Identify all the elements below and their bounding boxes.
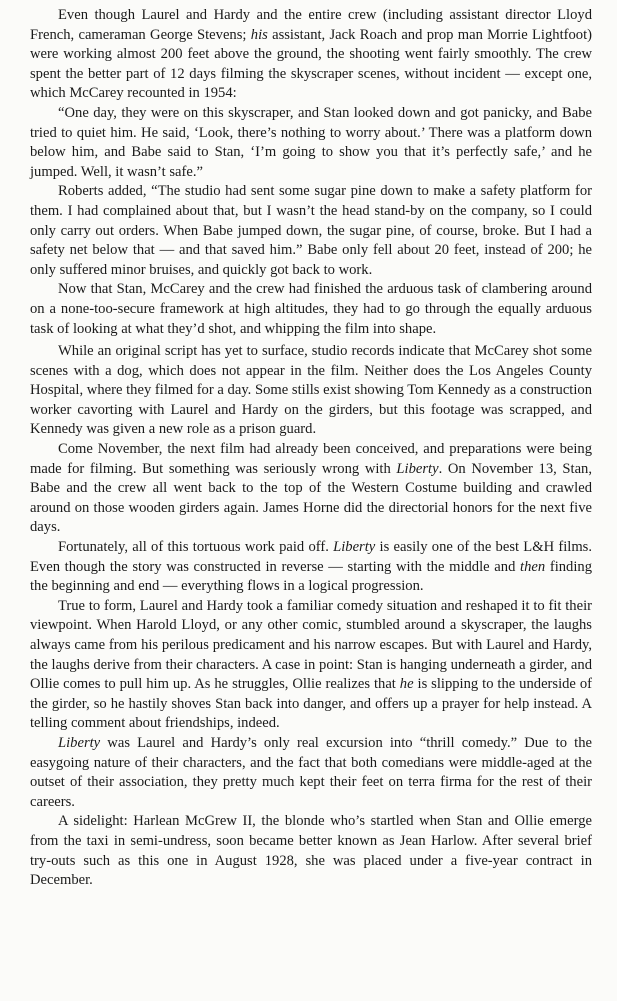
italic-text: Liberty [396,460,439,477]
text-span: Come November, the next film had already been conceived, and preparations were being made for filming. But something was seriously wrong with [30,441,592,477]
text-span: was Laurel and Hardy’s only real excursion into “thrill comedy.” Due to the easygoing nature of their characters, and the fact that both comedians were middle-aged at the outset of their association, they pretty much kept their feet on terra firma for the rest of their careers. [30,734,592,810]
italic-text: Liberty [58,734,101,751]
text-column [30,6,592,891]
text-span: Roberts added, “The studio had sent some sugar pine down to make a safety platform for them. I had complained about that, but I wasn’t the head stand-by on the company, so I could only carry out orders. When Babe jumped down, the sugar pine, of course, broke. But I had a safety net below that — and that saved him.” Babe only fell about 20 feet, instead of 200; he only suffered minor bruises, and quickly got back to work. [30,183,592,278]
text-span: assistant, Jack Roach and prop man Morrie Lightfoot) were working almost 200 feet above the ground, the shooting went fairly smoothly. The crew spent the better part of 12 days filming the skyscraper scenes, without incident — except one, which McCarey recounted in 1954: [30,26,592,102]
paragraph-10 [30,812,592,890]
text-span: is easily one of the best L&H films. Even though the story was constructed in reverse — starting with the middle and [30,539,593,575]
paragraph-7 [30,538,592,597]
paragraph-5 [30,342,592,440]
text-span: “One day, they were on this skyscraper, and Stan looked down and got panicky, and Babe tried to quiet him. He said, ‘Look, there’s nothing to worry about.’ There was a platform down below him, and Babe said to Stan, ‘I’m going to show you that it’s perfectly safe,’ and he jumped. Well, it wasn’t safe.” [30,104,592,180]
paragraph-6 [30,440,592,538]
paragraph-9 [30,734,592,812]
paragraph-8 [30,597,592,734]
text-span: is slipping to the underside of the girder, so he hastily shoves Stan back into danger, and offers up a prayer for help instead. A telling comment about friendships, indeed. [30,676,592,732]
italic-text: Liberty [333,539,376,556]
italic-text: his [250,26,268,43]
text-span: True to form, Laurel and Hardy took a familiar comedy situation and reshaped it to fit their viewpoint. When Harold Lloyd, or any other comic, stumbled around a skyscraper, the laughs always came from his perilous predicament and his narrow escapes. But with Laurel and Hardy, the laughs derive from their characters. A case in point: Stan is hanging underneath a girder, and Ollie comes to pull him up. As he struggles, Ollie realizes that [30,597,592,693]
italic-text: then [520,558,546,575]
paragraph-1 [30,6,592,104]
text-span: While an original script has yet to surface, studio records indicate that McCarey shot some scenes with a dog, which does not appear in the film. Neither does the Los Angeles County Hospital, where they filmed for a day. Some stills exist showing Tom Kennedy as a construction worker cavorting with Laurel and Hardy on the girders, but this footage was scrapped, and Kennedy was given a new role as a prison guard. [30,343,592,438]
paragraph-3 [30,182,592,280]
italic-text: he [399,676,414,693]
text-span: Fortunately, all of this tortuous work paid off. [58,539,334,556]
paragraph-2 [30,104,592,182]
text-span: . On November 13, Stan, Babe and the crew all went back to the top of the Western Costume building and crawled around on those wooden girders again. James Horne did the directorial honors for the next five days. [30,460,593,536]
text-span: finding the beginning and end — everything flows in a logical progression. [30,558,592,595]
text-span: A sidelight: Harlean McGrew II, the blonde who’s startled when Stan and Ollie emerge from the taxi in semi-undress, soon became better known as Jean Harlow. After several brief try-outs such as this one in August 1928, she was placed under a five-year contract in December. [30,813,592,889]
text-span: Now that Stan, McCarey and the crew had finished the arduous task of clambering around on a none-too-secure framework at high altitudes, they had to go through the equally arduous task of looking at what they’d shot, and whipping the film into shape. [30,281,592,337]
text-span: Even though Laurel and Hardy and the entire crew (including assistant director Lloyd French, cameraman George Stevens; [30,7,592,43]
paragraph-4 [30,280,592,339]
